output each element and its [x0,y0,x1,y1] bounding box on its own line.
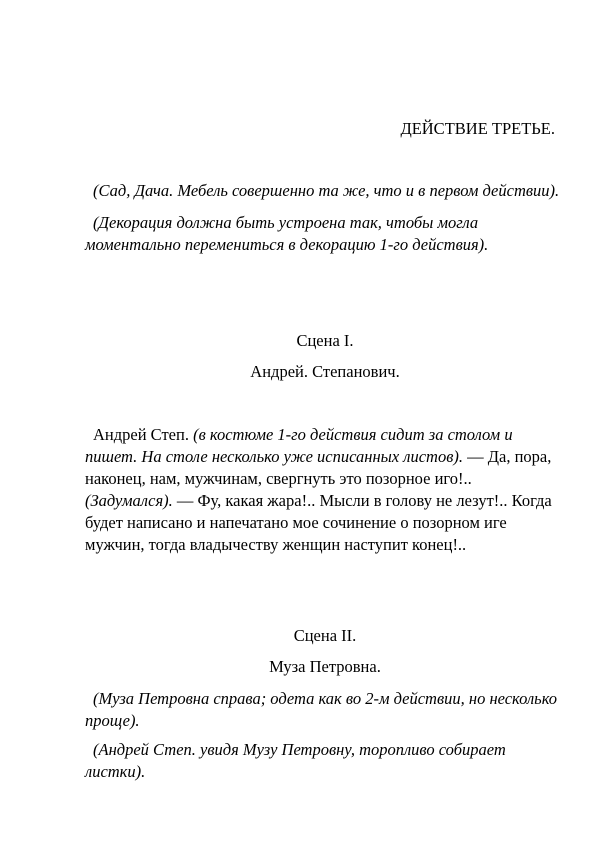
stage-direction: (в костюме 1-го действия сидит за столом и пишет. На столе несколько уже исписанных листов). [85,425,513,466]
scene-title: Сцена I. [296,331,354,350]
stage-direction: (Задумался). [85,491,173,510]
act-title: ДЕЙСТВИЕ ТРЕТЬЕ. [400,119,555,138]
stage-direction: (Декорация должна быть устроена так, чтобы могла моментально перемениться в декорацию 1-го действия). [85,213,489,254]
speaker-name: Андрей Степ. [93,425,189,444]
stage-direction: (Андрей Степ. увидя Музу Петровну, торопливо собирает листки). [85,740,506,781]
scene-title: Сцена II. [293,626,357,645]
scene-characters: Андрей. Степанович. [250,362,400,381]
speech-text: — Фу, какая жара!.. Мысли в голову не лезут!.. Когда будет написано и напечатано мое сочинение о позорном иге мужчин, тогда владычеству женщин наступит конец!.. [85,491,552,554]
scene-characters: Муза Петровна. [269,657,381,676]
speech-text: — Да, пора, наконец, нам, мужчинам, свергнуть это позорное иго!.. [85,447,552,488]
speech-paragraph [85,424,560,556]
stage-direction: (Сад, Дача. Мебель совершенно та же, что и в первом действии). [93,181,560,200]
stage-direction: (Муза Петровна справа; одета как во 2-м действии, но несколько проще). [85,689,558,730]
